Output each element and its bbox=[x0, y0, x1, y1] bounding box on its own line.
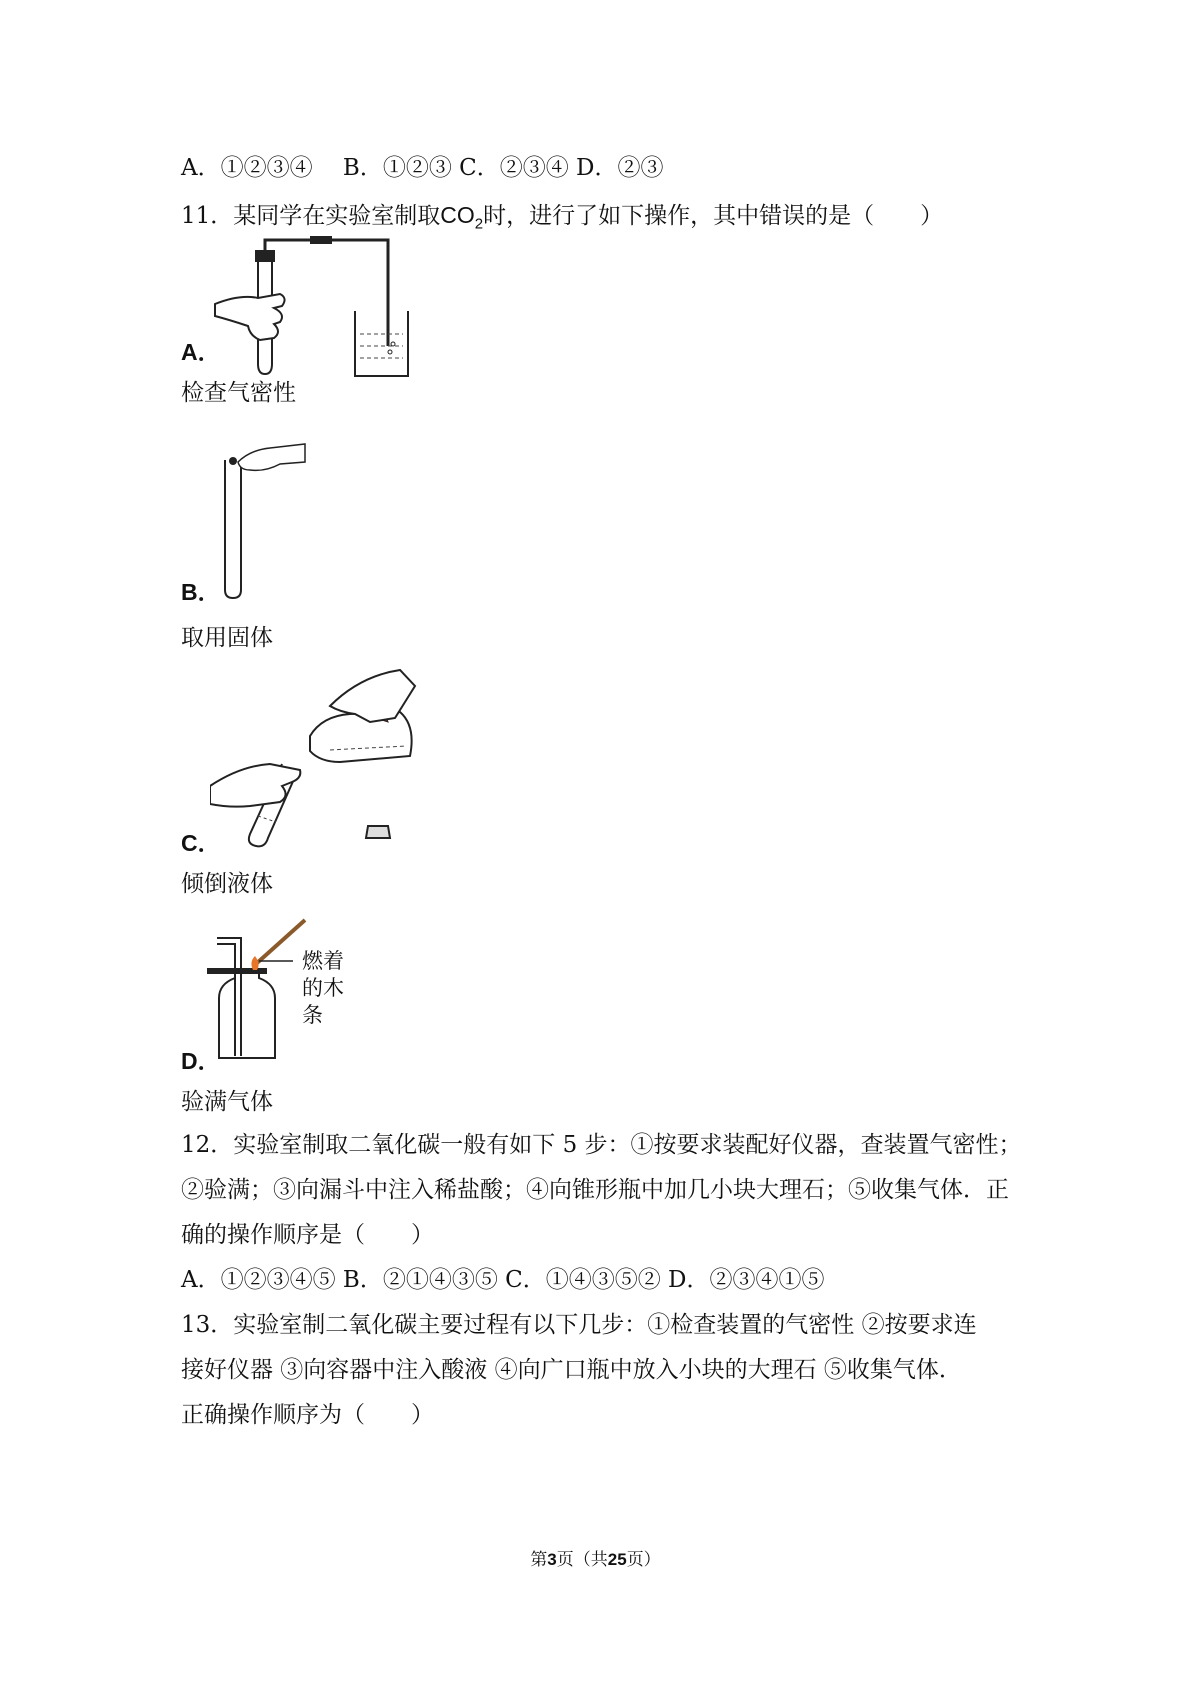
figure-pouring-liquid bbox=[210, 666, 425, 851]
q11-option-d-caption: 验满气体 bbox=[181, 1089, 273, 1115]
figure-d-label-line: 的木 bbox=[302, 976, 344, 1000]
q13-line-2: 接好仪器 ③向容器中注入酸液 ④向广口瓶中放入小块的大理石 ⑤收集气体． bbox=[181, 1357, 962, 1383]
q11-option-b-letter: B． bbox=[181, 579, 221, 605]
figure-airtightness-check bbox=[210, 236, 420, 381]
footer-total-pages: 25 bbox=[607, 1550, 627, 1569]
q12-line-1: 12．实验室制取二氧化碳一般有如下 5 步：①按要求装配好仪器，查装置气密性； bbox=[181, 1132, 1022, 1158]
q11-number: 11． bbox=[181, 203, 234, 229]
figure-d-label-line: 条 bbox=[302, 1003, 323, 1027]
q12-line-3: 确的操作顺序是（ ） bbox=[181, 1222, 434, 1248]
q10-options: A．①②③④ B．①②③ C．②③④ D．②③ bbox=[181, 155, 664, 181]
q11-option-c-caption: 倾倒液体 bbox=[181, 871, 273, 897]
footer-middle: 页（共 bbox=[556, 1550, 608, 1570]
footer-page-number: 3 bbox=[547, 1550, 557, 1569]
q11-stem-before: 某同学在实验室制取 bbox=[233, 203, 441, 229]
footer-prefix: 第 bbox=[530, 1550, 548, 1570]
q11-formula bbox=[440, 202, 484, 233]
figure-d-label-line: 燃着 bbox=[302, 949, 344, 973]
q11-option-c-letter: C． bbox=[181, 830, 221, 856]
figure-taking-solid bbox=[210, 440, 310, 600]
footer-suffix: 页） bbox=[626, 1550, 661, 1570]
q11-stem bbox=[181, 200, 943, 240]
q11-stem-after: 时，进行了如下操作，其中错误的是（ ） bbox=[483, 203, 944, 229]
q11-option-d-letter: D． bbox=[181, 1048, 221, 1074]
q12-options: A．①②③④⑤ B．②①④③⑤ C．①④③⑤② D．②③④①⑤ bbox=[181, 1267, 825, 1293]
q11-formula-main: CO bbox=[440, 202, 475, 228]
q11-option-b-caption: 取用固体 bbox=[181, 625, 273, 651]
q12-line-2: ②验满；③向漏斗中注入稀盐酸；④向锥形瓶中加几小块大理石；⑤收集气体．正 bbox=[181, 1177, 1009, 1203]
q13-line-3: 正确操作顺序为（ ） bbox=[181, 1402, 434, 1428]
page-footer bbox=[0, 1545, 1191, 1570]
q11-option-a-letter: A． bbox=[181, 339, 221, 365]
q13-line-1: 13．实验室制二氧化碳主要过程有以下几步：①检查装置的气密性 ②按要求连 bbox=[181, 1312, 977, 1338]
q11-formula-sub: 2 bbox=[474, 215, 484, 233]
figure-d-label bbox=[302, 948, 344, 1029]
q11-option-a-caption: 检查气密性 bbox=[181, 380, 296, 406]
